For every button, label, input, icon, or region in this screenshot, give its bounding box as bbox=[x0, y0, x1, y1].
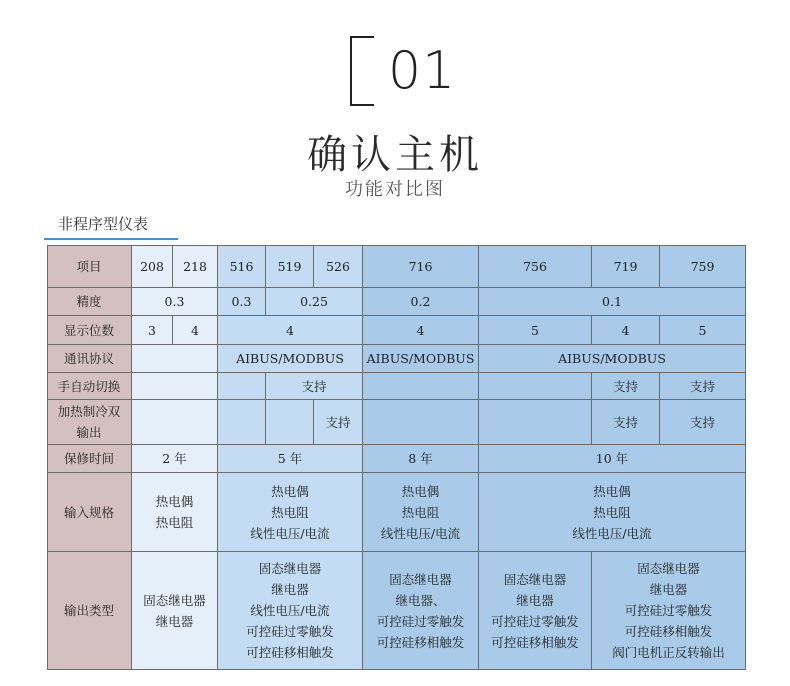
digits-5xx: 4 bbox=[218, 316, 363, 345]
heatcool-716 bbox=[363, 400, 479, 445]
heatcool-516 bbox=[218, 400, 266, 445]
model-716: 716 bbox=[363, 245, 479, 288]
heatcool-526: 支持 bbox=[314, 400, 363, 445]
output-5xx-line: 线性电压/电流 bbox=[250, 603, 330, 618]
header-manual: 手自动切换 bbox=[47, 373, 132, 400]
input-716-line: 热电偶 bbox=[401, 483, 440, 499]
heatcool-519 bbox=[266, 400, 314, 445]
section-number-badge bbox=[350, 36, 457, 106]
header-item: 项目 bbox=[47, 245, 132, 288]
output-5xx-line: 固态继电器 bbox=[258, 561, 322, 576]
digits-716: 4 bbox=[363, 316, 479, 345]
input-7x9-line: 热电偶 bbox=[593, 483, 631, 499]
input-2xx-line: 热电阻 bbox=[155, 515, 194, 530]
manual-2xx bbox=[132, 373, 218, 400]
manual-716 bbox=[363, 373, 479, 400]
input-5xx bbox=[218, 473, 363, 552]
precision-2xx: 0.3 bbox=[132, 288, 218, 316]
output-716-line: 可控硅过零触发 bbox=[376, 613, 465, 629]
heatcool-719: 支持 bbox=[592, 400, 660, 445]
output-756 bbox=[479, 552, 592, 670]
digits-719: 4 bbox=[592, 316, 660, 345]
input-5xx-line: 热电偶 bbox=[271, 483, 309, 499]
output-719-759 bbox=[592, 552, 746, 670]
header-comm: 通讯协议 bbox=[47, 345, 132, 373]
output-5xx-line: 可控硅过零触发 bbox=[246, 624, 334, 639]
comm-716: AIBUS/MODBUS bbox=[363, 345, 479, 373]
page-subtitle: 功能对比图 bbox=[345, 179, 445, 200]
manual-719: 支持 bbox=[592, 373, 660, 400]
heatcool-759: 支持 bbox=[660, 400, 746, 445]
digits-218: 4 bbox=[173, 316, 218, 345]
heatcool-2xx bbox=[132, 400, 218, 445]
output-2xx-line: 固态继电器 bbox=[143, 592, 206, 608]
digits-208: 3 bbox=[132, 316, 173, 345]
header-precision: 精度 bbox=[47, 288, 132, 316]
output-719-759-line: 继电器 bbox=[649, 582, 688, 597]
output-2xx-line: 继电器 bbox=[155, 613, 194, 629]
output-756-line: 可控硅过零触发 bbox=[491, 613, 579, 629]
section-underline bbox=[44, 238, 178, 240]
precision-716: 0.2 bbox=[363, 288, 479, 316]
output-5xx-line: 继电器 bbox=[271, 582, 309, 597]
output-719-759-line: 可控硅移相触发 bbox=[624, 624, 713, 639]
header-heat-cool bbox=[47, 400, 132, 445]
model-519: 519 bbox=[266, 245, 314, 288]
input-7x9-line: 热电阻 bbox=[593, 504, 631, 520]
warranty-716: 8 年 bbox=[363, 445, 479, 473]
warranty-7x9: 10 年 bbox=[479, 445, 746, 473]
output-5xx-line: 可控硅移相触发 bbox=[246, 645, 334, 660]
manual-756 bbox=[479, 373, 592, 400]
comm-2xx bbox=[132, 345, 218, 373]
model-208: 208 bbox=[132, 245, 173, 288]
output-2xx bbox=[132, 552, 218, 670]
input-2xx-line: 热电偶 bbox=[155, 494, 194, 509]
output-719-759-line: 可控硅过零触发 bbox=[624, 603, 713, 618]
output-716-line: 可控硅移相触发 bbox=[376, 634, 465, 650]
input-7x9 bbox=[479, 473, 746, 552]
output-716-line: 继电器、 bbox=[395, 592, 446, 608]
model-719: 719 bbox=[592, 245, 660, 288]
warranty-2xx: 2 年 bbox=[132, 445, 218, 473]
output-756-line: 固态继电器 bbox=[503, 571, 567, 587]
model-218: 218 bbox=[173, 245, 218, 288]
model-516: 516 bbox=[218, 245, 266, 288]
header-heat-cool-line2: 输出 bbox=[76, 425, 102, 440]
input-5xx-line: 线性电压/电流 bbox=[250, 525, 330, 541]
input-716-line: 线性电压/电流 bbox=[380, 525, 461, 541]
header-output: 输出类型 bbox=[47, 552, 132, 670]
header-heat-cool-line1: 加热制冷双 bbox=[57, 404, 121, 419]
header-warranty: 保修时间 bbox=[47, 445, 132, 473]
heatcool-756 bbox=[479, 400, 592, 445]
model-759: 759 bbox=[660, 245, 746, 288]
input-5xx-line: 热电阻 bbox=[271, 504, 309, 520]
digits-759: 5 bbox=[660, 316, 746, 345]
input-716 bbox=[363, 473, 479, 552]
input-7x9-line: 线性电压/电流 bbox=[572, 525, 652, 541]
comparison-table bbox=[47, 245, 746, 670]
comm-5xx: AIBUS/MODBUS bbox=[218, 345, 363, 373]
output-756-line: 继电器 bbox=[516, 592, 554, 608]
output-719-759-line: 固态继电器 bbox=[637, 561, 700, 576]
comm-7x9: AIBUS/MODBUS bbox=[479, 345, 746, 373]
badge-bracket bbox=[350, 36, 374, 106]
section-number: 01 bbox=[388, 41, 457, 101]
manual-516 bbox=[218, 373, 266, 400]
header-digits: 显示位数 bbox=[47, 316, 132, 345]
output-756-line: 可控硅移相触发 bbox=[491, 634, 579, 650]
manual-519-526: 支持 bbox=[266, 373, 363, 400]
output-716 bbox=[363, 552, 479, 670]
model-756: 756 bbox=[479, 245, 592, 288]
digits-756: 5 bbox=[479, 316, 592, 345]
page-title: 确认主机 bbox=[307, 132, 483, 178]
output-719-759-line: 阀门电机正反转输出 bbox=[612, 645, 725, 660]
precision-516: 0.3 bbox=[218, 288, 266, 316]
section-label: 非程序型仪表 bbox=[58, 215, 149, 233]
output-716-line: 固态继电器 bbox=[389, 571, 452, 587]
output-5xx bbox=[218, 552, 363, 670]
input-2xx bbox=[132, 473, 218, 552]
precision-519-526: 0.25 bbox=[266, 288, 363, 316]
model-526: 526 bbox=[314, 245, 363, 288]
precision-7x9: 0.1 bbox=[479, 288, 746, 316]
input-716-line: 热电阻 bbox=[401, 504, 440, 520]
header-input: 输入规格 bbox=[47, 473, 132, 552]
warranty-5xx: 5 年 bbox=[218, 445, 363, 473]
manual-759: 支持 bbox=[660, 373, 746, 400]
